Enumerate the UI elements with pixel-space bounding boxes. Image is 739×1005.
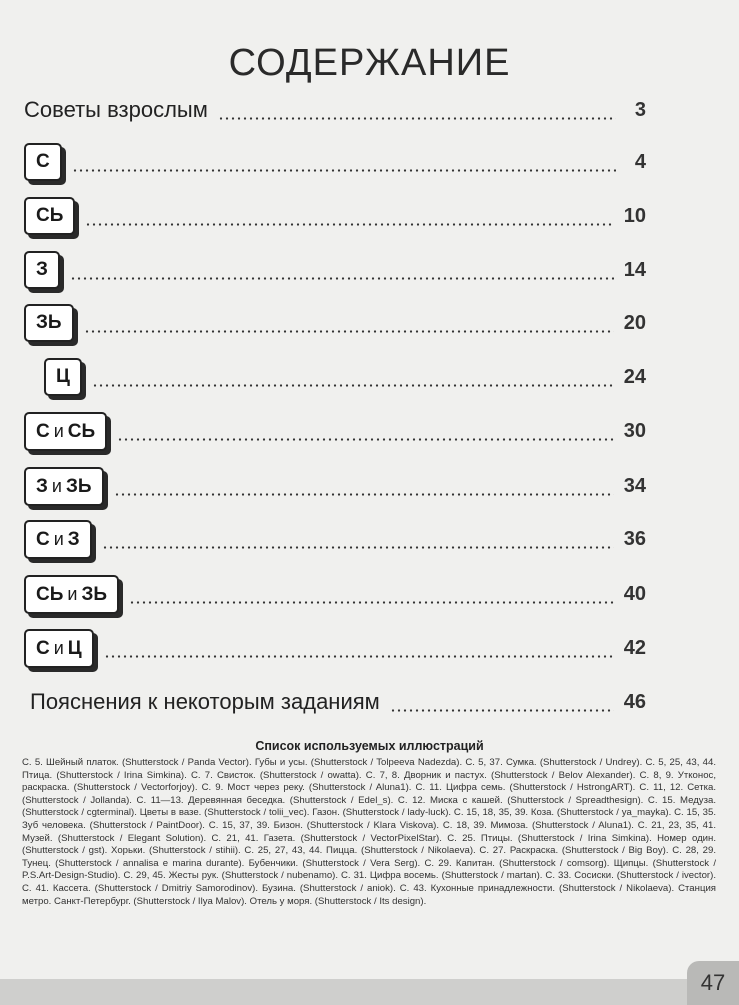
leader-dots: [390, 709, 614, 712]
toc-page-number: 20: [623, 311, 646, 334]
leader-dots: [70, 277, 614, 280]
leader-dots: [114, 493, 614, 496]
toc-page-number: 10: [623, 204, 646, 227]
page-number-tab: [687, 961, 739, 1005]
toc-entry-outro[interactable]: [24, 682, 646, 722]
toc-entry-intro[interactable]: [24, 90, 646, 130]
toc-entry-s-soft[interactable]: [24, 196, 646, 236]
toc-page-number: 42: [623, 636, 646, 659]
toc-entry-label: Пояснения к некоторым заданиям: [30, 689, 380, 714]
sound-box: З: [24, 251, 60, 289]
toc-entry-s-and-z[interactable]: [24, 519, 646, 559]
sound-box: СЬ и ЗЬ: [24, 575, 119, 614]
leader-dots: [117, 438, 614, 441]
sound-box: Ц: [44, 358, 82, 396]
leader-dots: [129, 601, 614, 604]
leader-dots: [84, 330, 614, 333]
page-footer-band: [0, 979, 739, 1005]
toc-entry-z-soft[interactable]: [24, 303, 646, 343]
toc-entry-z[interactable]: [24, 250, 646, 290]
toc-page-number: 30: [623, 419, 646, 442]
leader-dots: [218, 117, 616, 120]
illustrations-title: Список используемых иллюстраций: [255, 739, 484, 753]
toc-entry-label: Советы взрослым: [24, 97, 208, 122]
toc-entry-z-and-z-soft[interactable]: [24, 466, 646, 506]
toc-page-number: 3: [634, 98, 646, 121]
sound-box: С: [24, 143, 62, 181]
illustrations-credits: С. 5. Шейный платок. (Shutterstock / Panda Vector). Губы и усы. (Shutterstock / Tolpeeva Nadezda). С. 5, 37. Сумка. (Shutterstock / Undrey). С. 5, 25, 43, 44. Птица. (Shutterstock / Irina Simkina). С. 7. Свисток. (Shutterstock / owatta). С. 7, 8. Дворник и пастух. (Shutterstock / Belov Alexander). С. 8, 9. Утконос, раскраска. (Shutterstock / Vectorforjoy). С. 9. Мост через реку. (Shutterstock / Aluna1). С. 11. Цифра семь. (Shutterstock / HstrongART). С. 11, 12. Сетка. (Shutterstock / Jollanda). С. 11—13. Деревянная беседка. (Shutterstock / Edel_s). С. 12. Миска с кашей. (Shutterstock / Spreadthesign). С. 15. Медуза. (Shutterstock / cgterminal). Цветы в вазе. (Shutterstock / tolii_vec). Газон. (Shutterstock / lady-luck). С. 15, 18, 35, 39. Коза. (Shutterstock / ya_mayka). С. 15, 35. Зуб человека. (Shutterstock / PaintDoor). С. 15, 37, 39. Бизон. (Shutterstock / Klara Viskova). С. 18, 39. Мимоза. (Shutterstock / Aluna1). С. 21, 23, 35, 41. Музей. (Shutterstock / Elegant Solution). С. 21, 41. Газета. (Shutterstock / VectorPixelStar). С. 25. Птицы. (Shutterstock / Irina Simkina). Номер один. (Shutterstock / gst). Хорьки. (Shutterstock / stihii). С. 25, 27, 43, 44. Пицца. (Shutterstock / Nikolaeva). С. 27. Раскраска. (Shutterstock / Big Boy). С. 28, 29. Тунец. (Shutterstock / annalisa e marina durante). Бубенчики. (Shutterstock / Vera Serg). С. 29. Капитан. (Shutterstock / comsorg). Щипцы. (Shutterstock / P.S.Art-Design-Studio). С. 29, 45. Жесты рук. (Shutterstock / nubenamo). С. 31. Цифра восемь. (Shutterstock / martan). С. 33. Сосиски. (Shutterstock / ivector). С. 41. Кассета. (Shutterstock / Dmitriy Samorodinov). Бузина. (Shutterstock / aniok). С. 43. Кухонные принадлежности. (Shutterstock / Nikolaeva). Станция метро. Санкт-Петербург. (Shutterstock / Ilya Malov). Отель у моря. (Shutterstock / Its design).: [22, 757, 716, 907]
sound-box: С и Ц: [24, 629, 94, 668]
leader-dots: [72, 169, 616, 172]
leader-dots: [85, 223, 613, 226]
toc-page-number: 24: [623, 365, 646, 388]
toc-entry-s[interactable]: [24, 142, 646, 182]
toc-page-number: 46: [623, 690, 646, 713]
toc-page-number: 4: [634, 150, 646, 173]
toc-entry-ts[interactable]: [24, 357, 646, 397]
toc-entry-s-and-ts[interactable]: [24, 628, 646, 668]
toc-page-number: 36: [623, 527, 646, 550]
toc-page-number: 40: [623, 582, 646, 605]
toc-entry-s-and-s-soft[interactable]: [24, 411, 646, 451]
page-title: СОДЕРЖАНИЕ: [228, 42, 511, 84]
sound-box: З и ЗЬ: [24, 467, 104, 506]
leader-dots: [102, 546, 614, 549]
toc-page-number: 14: [623, 258, 646, 281]
toc-entry-s-soft-and-z-soft[interactable]: [24, 574, 646, 614]
page-number: 47: [700, 970, 726, 995]
sound-box: ЗЬ: [24, 304, 74, 342]
leader-dots: [104, 655, 614, 658]
sound-box: СЬ: [24, 197, 75, 235]
sound-box: С и З: [24, 520, 92, 559]
toc-page-number: 34: [623, 474, 646, 497]
leader-dots: [92, 384, 614, 387]
sound-box: С и СЬ: [24, 412, 107, 451]
